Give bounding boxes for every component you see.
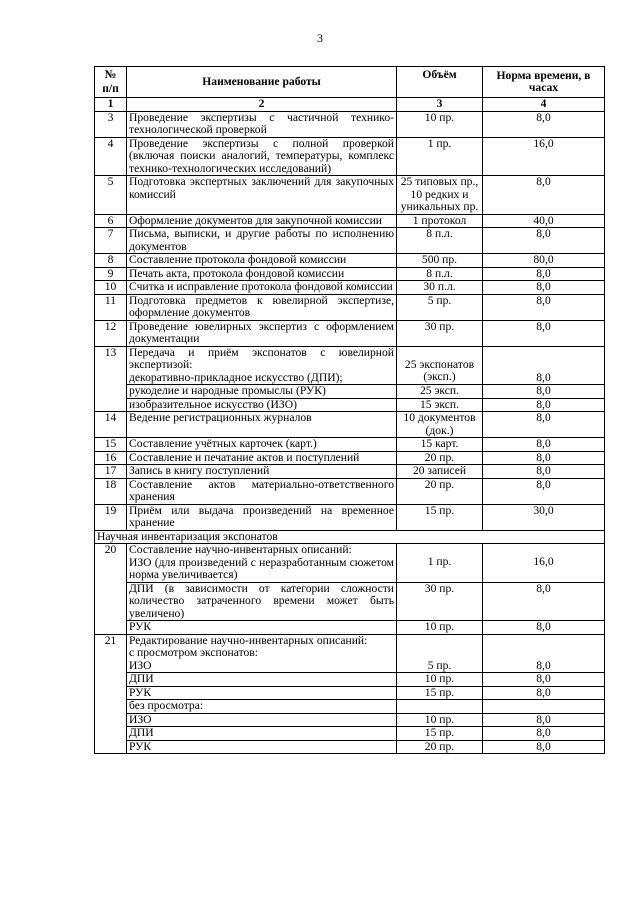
row-num: 12 [95,320,127,346]
row-norm: 8,0 [483,634,605,673]
row-norm: 8,0 [483,412,605,438]
section-row [95,530,605,544]
row-name: Составление учётных карточек (карт.) [127,438,397,452]
row-subitem: декоративно-прикладное искусство (ДПИ); [129,370,343,384]
table-row [95,713,605,727]
index-cell: 4 [483,98,605,112]
row-num: 7 [95,228,127,254]
row-num: 11 [95,294,127,320]
row-num: 14 [95,412,127,438]
table-row [95,727,605,741]
row-norm: 8,0 [483,465,605,479]
row-name: Проведение экспертизы с частичной технико-технологической проверкой [127,111,397,137]
row-intro: Редактирование научно-инвентарных описаний: [129,633,368,647]
row-subitem: ДПИ [127,727,397,741]
row-name: Проведение экспертизы с полной проверкой (включая поиски аналогий, температуры, комплекс технико-технологических исследований) [127,137,397,176]
row-volume: 10 пр. [397,713,483,727]
table-row [95,700,605,714]
row-num: 19 [95,504,127,530]
index-row [95,98,605,112]
row-norm: 8,0 [483,111,605,137]
index-cell: 2 [127,98,397,112]
row-subitem: изобразительное искусство (ИЗО) [127,398,397,412]
row-norm: 8,0 [483,267,605,281]
row-subitem: ИЗО (для произведений с неразработанным сюжетом норма увеличивается) [129,555,394,581]
row-volume: 20 пр. [397,451,483,465]
row-norm: 80,0 [483,254,605,268]
row-name: Подготовка предметов к ювелирной экспертизе, оформление документов [127,294,397,320]
row-norm: 8,0 [483,176,605,215]
row-volume: 15 эксп. [397,398,483,412]
row-num: 15 [95,438,127,452]
row-volume: 8 п.л. [397,228,483,254]
table-row [95,137,605,176]
row-num: 5 [95,176,127,215]
row-num: 4 [95,137,127,176]
row-name: Подготовка экспертных заключений для закупочных комиссий [127,176,397,215]
row-volume: 20 записей [397,465,483,479]
row-volume: 500 пр. [397,254,483,268]
header-name: Наименование работы [127,67,397,98]
table-row [95,451,605,465]
row-name: Составление и печатание актов и поступлений [127,451,397,465]
header-volume: Объём [397,67,483,98]
row-volume: 15 пр. [397,727,483,741]
row-norm: 8,0 [483,398,605,412]
table-row [95,267,605,281]
row-norm: 8,0 [483,451,605,465]
row-norm: 16,0 [483,544,605,583]
row-norm: 8,0 [483,727,605,741]
row-subheading: без просмотра: [127,700,397,714]
row-name: Считка и исправление протокола фондовой комиссии [127,281,397,295]
table-row [95,385,605,399]
row-subitem: рукоделие и народные промыслы (РУК) [127,385,397,399]
row-volume: 25 эксп. [397,385,483,399]
table-row [95,438,605,452]
row-volume: 25 типовых пр., 10 редких и уникальных пр. [397,176,483,215]
row-name [127,634,397,673]
row-num: 18 [95,478,127,504]
row-volume: 10 пр. [397,621,483,635]
row-name: Письма, выписки, и другие работы по исполнению документов [127,228,397,254]
table-row [95,254,605,268]
row-intro: Составление научно-инвентарных описаний: [129,543,352,556]
row-num: 3 [95,111,127,137]
row-norm: 8,0 [483,582,605,621]
row-norm: 16,0 [483,137,605,176]
row-name: Печать акта, протокола фондовой комиссии [127,267,397,281]
header-row [95,67,605,98]
row-num: 6 [95,214,127,228]
row-norm: 8,0 [483,438,605,452]
row-name: Оформление документов для закупочной комиссии [127,214,397,228]
row-norm: 8,0 [483,346,605,385]
row-volume: 10 документов (док.) [397,412,483,438]
table-row [95,228,605,254]
table-row [95,111,605,137]
table-row [95,412,605,438]
row-volume: 25 экспонатов (эксп.) [397,346,483,385]
row-norm: 8,0 [483,228,605,254]
row-volume: 20 пр. [397,740,483,754]
row-volume: 15 пр. [397,504,483,530]
row-norm: 8,0 [483,294,605,320]
row-volume: 10 пр. [397,673,483,687]
header-num: № п/п [95,67,127,98]
table-row [95,504,605,530]
table-row [95,478,605,504]
row-norm: 8,0 [483,478,605,504]
row-intro: Передача и приём экспонатов с ювелирной экспертизой: [129,345,394,371]
row-num: 8 [95,254,127,268]
row-subitem: ДПИ (в зависимости от категории сложности количество затраченного времени может быть увеличено) [127,582,397,621]
row-volume: 10 пр. [397,111,483,137]
row-name: Приём или выдача произведений на временное хранение [127,504,397,530]
table-row [95,673,605,687]
section-title: Научная инвентаризация экспонатов [95,530,605,544]
row-num: 20 [95,544,127,635]
table-row [95,621,605,635]
table-row [95,398,605,412]
row-norm: 8,0 [483,281,605,295]
row-norm: 8,0 [483,686,605,700]
row-norm [483,700,605,714]
row-volume: 5 пр. [397,634,483,673]
row-volume [397,700,483,714]
row-norm: 8,0 [483,621,605,635]
norms-table [94,66,605,754]
row-subitem: ДПИ [127,673,397,687]
row-volume: 1 протокол [397,214,483,228]
table-row [95,346,605,385]
row-volume: 1 пр. [397,137,483,176]
row-norm: 8,0 [483,713,605,727]
row-volume: 15 пр. [397,686,483,700]
row-subitem: ИЗО [129,658,152,672]
row-volume: 20 пр. [397,478,483,504]
row-volume: 1 пр. [397,544,483,583]
row-subitem: РУК [127,740,397,754]
header-norm: Норма времени, в часах [483,67,605,98]
row-name: Составление актов материально-ответственного хранения [127,478,397,504]
table-row [95,294,605,320]
table-row [95,686,605,700]
table-row [95,320,605,346]
row-name: Составление протокола фондовой комиссии [127,254,397,268]
row-num: 9 [95,267,127,281]
row-name: Ведение регистрационных журналов [127,412,397,438]
row-name: Запись в книгу поступлений [127,465,397,479]
table-row [95,634,605,673]
row-volume: 5 пр. [397,294,483,320]
table-row [95,214,605,228]
row-volume: 30 пр. [397,320,483,346]
page-number: 3 [317,31,323,45]
row-subheading: с просмотром экспонатов: [129,646,258,659]
index-cell: 3 [397,98,483,112]
row-subitem: РУК [127,686,397,700]
row-name: Проведение ювелирных экспертиз с оформлением документации [127,320,397,346]
table-row [95,582,605,621]
row-norm: 8,0 [483,673,605,687]
row-norm: 8,0 [483,385,605,399]
table-row [95,544,605,583]
row-num: 10 [95,281,127,295]
row-num: 13 [95,346,127,412]
table-row [95,281,605,295]
row-norm: 8,0 [483,320,605,346]
row-name [127,544,397,583]
row-name [127,346,397,385]
row-num: 17 [95,465,127,479]
table-row [95,176,605,215]
table-row [95,465,605,479]
row-norm: 8,0 [483,740,605,754]
row-volume: 30 п.л. [397,281,483,295]
row-subitem: РУК [127,621,397,635]
row-subitem: ИЗО [127,713,397,727]
row-volume: 15 карт. [397,438,483,452]
table-row [95,740,605,754]
row-norm: 40,0 [483,214,605,228]
row-volume: 8 п.л. [397,267,483,281]
index-cell: 1 [95,98,127,112]
row-num: 21 [95,634,127,754]
row-volume: 30 пр. [397,582,483,621]
row-norm: 30,0 [483,504,605,530]
row-num: 16 [95,451,127,465]
